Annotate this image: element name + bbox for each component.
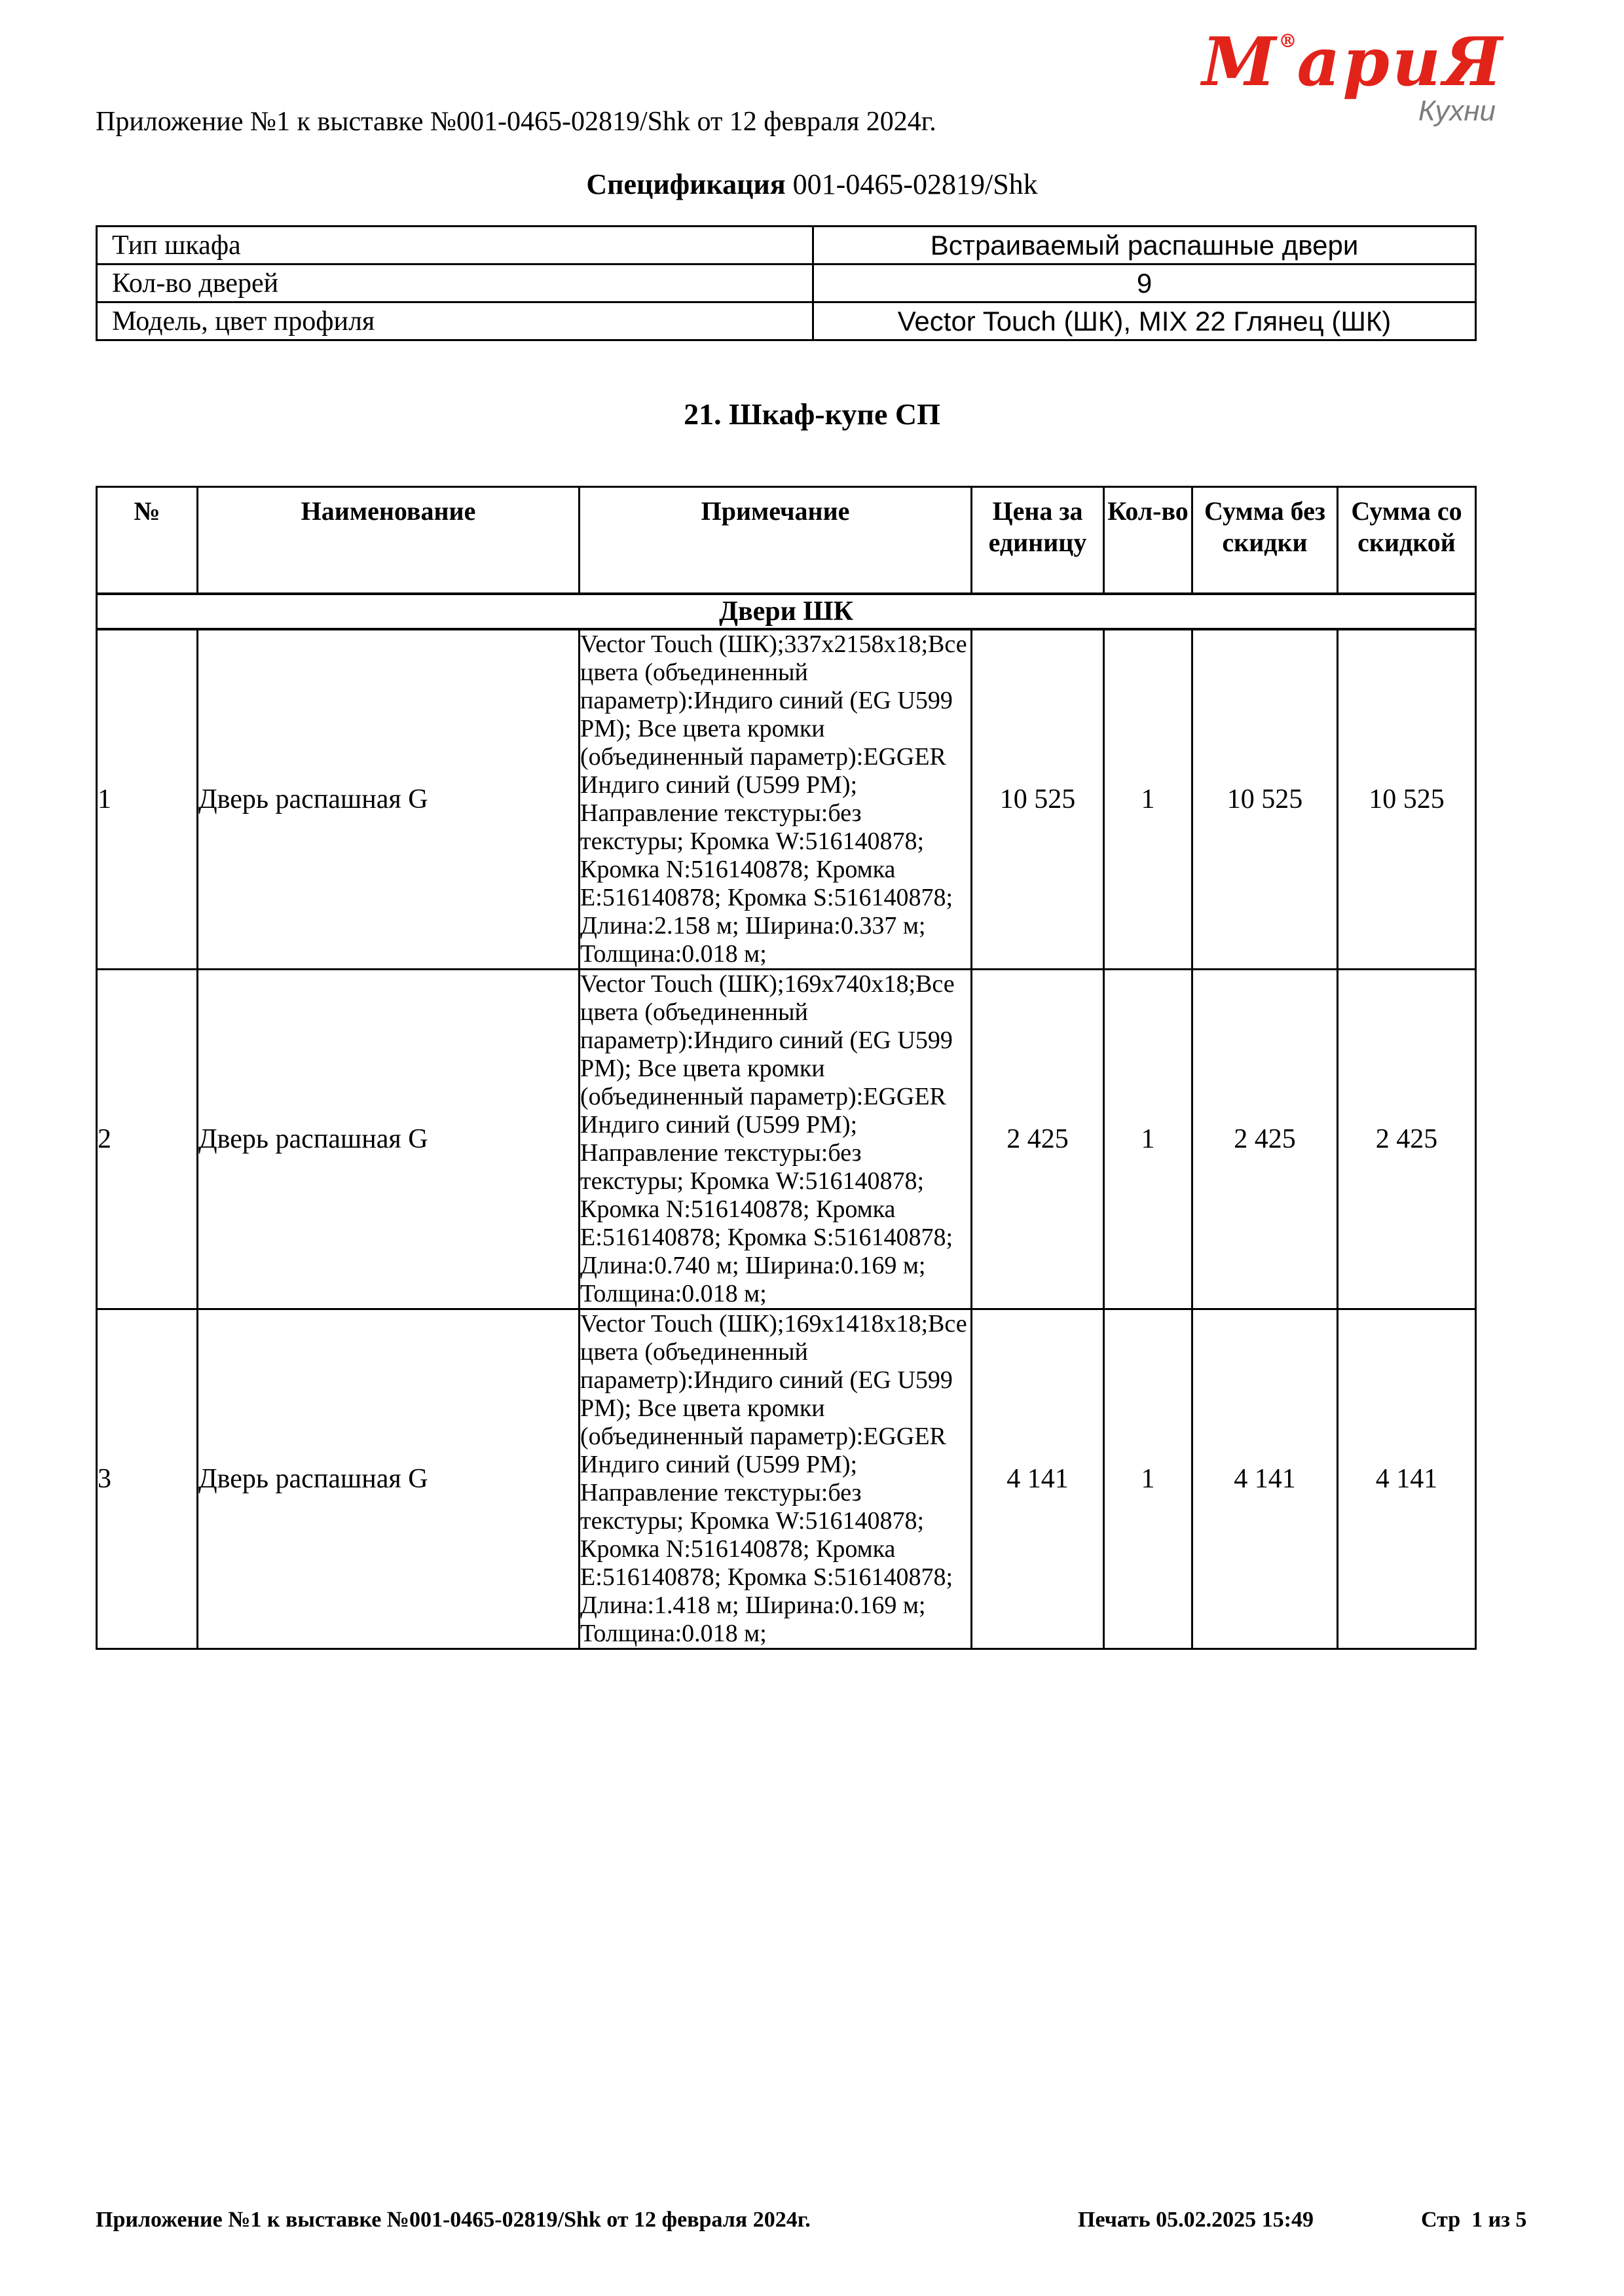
summary-label: Кол-во дверей xyxy=(97,264,813,302)
table-row xyxy=(97,970,1476,1309)
col-header-note: Примечание xyxy=(580,487,972,594)
item-qty: 1 xyxy=(1104,1309,1192,1649)
item-note: Vector Touch (ШК);337x2158x18;Все цвета (объединенный параметр):Индиго синий (EG U599 PM); Все цвета кромки (объединенный параметр):EGGER Индиго синий (U599 PM); Направление текстуры:без текстуры; Кромка W:516140878; Кромка N:516140878; Кромка E:516140878; Кромка S:516140878; Длина:2.158 м; Ширина:0.337 м; Толщина:0.018 м; xyxy=(580,629,972,970)
item-number: 1 xyxy=(97,629,198,970)
summary-table xyxy=(96,225,1477,341)
group-row xyxy=(97,594,1476,629)
item-qty: 1 xyxy=(1104,970,1192,1309)
registered-trademark-icon: ® xyxy=(1278,30,1297,52)
item-name: Дверь распашная G xyxy=(198,629,580,970)
item-sum-with-discount: 10 525 xyxy=(1338,629,1476,970)
item-unit-price: 10 525 xyxy=(972,629,1104,970)
footer-print-info: Печать 05.02.2025 15:49 xyxy=(1078,2208,1314,2232)
summary-label: Модель, цвет профиля xyxy=(97,302,813,340)
col-header-num: № xyxy=(97,487,198,594)
col-header-sum-with-discount: Сумма со скидкой xyxy=(1338,487,1476,594)
brand-logo-subtitle: Кухни xyxy=(1418,95,1496,127)
item-sum-no-discount: 4 141 xyxy=(1192,1309,1338,1649)
spec-label: Спецификация xyxy=(586,168,786,200)
item-unit-price: 4 141 xyxy=(972,1309,1104,1649)
group-label: Двери ШК xyxy=(97,594,1476,629)
brand-logo xyxy=(1202,23,1505,127)
item-unit-price: 2 425 xyxy=(972,970,1104,1309)
table-row xyxy=(97,1309,1476,1649)
items-table xyxy=(96,486,1477,1650)
summary-value: Встраиваемый распашные двери xyxy=(813,227,1476,264)
appendix-header-line: Приложение №1 к выставке №001-0465-02819/Shk от 12 февраля 2024г. xyxy=(96,107,936,137)
item-sum-no-discount: 10 525 xyxy=(1192,629,1338,970)
item-name: Дверь распашная G xyxy=(198,970,580,1309)
col-header-qty: Кол-во xyxy=(1104,487,1192,594)
brand-logo-script xyxy=(1202,23,1505,101)
table-row xyxy=(97,264,1476,302)
table-row xyxy=(97,302,1476,340)
item-sum-no-discount: 2 425 xyxy=(1192,970,1338,1309)
document-title xyxy=(0,168,1624,201)
col-header-unit-price: Цена за единицу xyxy=(972,487,1104,594)
items-header-row xyxy=(97,487,1476,594)
summary-value: Vector Touch (ШК), MIX 22 Глянец (ШК) xyxy=(813,302,1476,340)
summary-label: Тип шкафа xyxy=(97,227,813,264)
brand-first-letter: М xyxy=(1202,23,1279,101)
table-row xyxy=(97,629,1476,970)
summary-value: 9 xyxy=(813,264,1476,302)
col-header-name: Наименование xyxy=(198,487,580,594)
footer-page-info: Стр 1 из 5 xyxy=(1421,2208,1527,2232)
col-header-sum-no-discount: Сумма без скидки xyxy=(1192,487,1338,594)
item-note: Vector Touch (ШК);169x1418x18;Все цвета (объединенный параметр):Индиго синий (EG U599 PM); Все цвета кромки (объединенный параметр):EGGER Индиго синий (U599 PM); Направление текстуры:без текстуры; Кромка W:516140878; Кромка N:516140878; Кромка E:516140878; Кромка S:516140878; Длина:1.418 м; Ширина:0.169 м; Толщина:0.018 м; xyxy=(580,1309,972,1649)
item-sum-with-discount: 2 425 xyxy=(1338,970,1476,1309)
item-number: 3 xyxy=(97,1309,198,1649)
section-title: 21. Шкаф-купе СП xyxy=(684,397,940,431)
item-sum-with-discount: 4 141 xyxy=(1338,1309,1476,1649)
item-number: 2 xyxy=(97,970,198,1309)
table-row xyxy=(97,227,1476,264)
item-note: Vector Touch (ШК);169x740x18;Все цвета (объединенный параметр):Индиго синий (EG U599 PM); Все цвета кромки (объединенный параметр):EGGER Индиго синий (U599 PM); Направление текстуры:без текстуры; Кромка W:516140878; Кромка N:516140878; Кромка E:516140878; Кромка S:516140878; Длина:0.740 м; Ширина:0.169 м; Толщина:0.018 м; xyxy=(580,970,972,1309)
spec-number: 001-0465-02819/Shk xyxy=(792,168,1038,200)
item-qty: 1 xyxy=(1104,629,1192,970)
item-name: Дверь распашная G xyxy=(198,1309,580,1649)
footer-appendix-line: Приложение №1 к выставке №001-0465-02819/Shk от 12 февраля 2024г. xyxy=(96,2208,811,2232)
brand-rest: ариЯ xyxy=(1297,23,1505,101)
